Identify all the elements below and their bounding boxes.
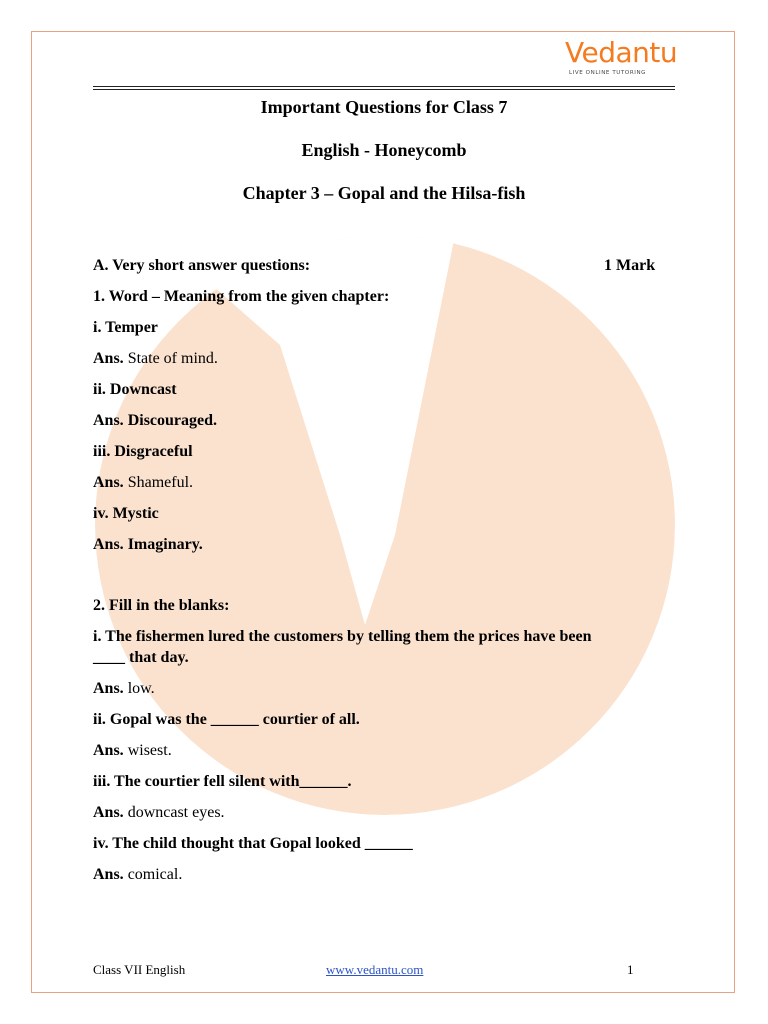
answer-text: downcast eyes. (123, 804, 225, 821)
answer-text: Imaginary. (123, 536, 203, 553)
answer-label: Ans. (93, 680, 124, 697)
answer-line (93, 679, 155, 699)
blank-item-cont: ____ that day. (93, 649, 189, 666)
answer-line (93, 865, 182, 885)
footer-link[interactable]: www.vedantu.com (326, 962, 424, 977)
answer-line (93, 741, 172, 761)
answer-label: Ans. (93, 742, 124, 759)
page-title: Important Questions for Class 7 (260, 97, 508, 117)
answer-label: Ans. (93, 350, 124, 367)
answer-line (93, 803, 225, 823)
section-a-heading: A. Very short answer questions: (93, 257, 311, 274)
subject-title: English - Honeycomb (301, 140, 467, 160)
answer-text: low. (123, 680, 155, 697)
word-item: iv. Mystic (93, 505, 159, 522)
answer-line (93, 473, 193, 493)
blank-item: iv. The child thought that Gopal looked ______ (93, 835, 413, 852)
logo-tagline: LIVE ONLINE TUTORING (569, 70, 647, 76)
answer-line (93, 411, 217, 431)
chapter-title: Chapter 3 – Gopal and the Hilsa-fish (242, 183, 526, 203)
header-rule (93, 89, 675, 90)
word-item: ii. Downcast (93, 381, 177, 398)
header-rule (93, 86, 675, 87)
blank-item: ii. Gopal was the ______ courtier of all. (93, 711, 360, 728)
logo-wordmark: Vedantu (565, 36, 678, 69)
answer-label: Ans. (93, 474, 124, 491)
question-2-title: 2. Fill in the blanks: (93, 597, 230, 614)
answer-text: Shameful. (123, 474, 194, 491)
answer-label: Ans. (93, 536, 124, 553)
answer-line (93, 535, 203, 555)
page-number: 1 (627, 962, 634, 977)
answer-text: wisest. (123, 742, 172, 759)
word-item: iii. Disgraceful (93, 443, 193, 460)
footer-class: Class VII English (93, 962, 186, 977)
answer-label: Ans. (93, 412, 124, 429)
answer-line (93, 349, 218, 369)
answer-text: Discouraged. (123, 412, 218, 429)
answer-text: comical. (123, 866, 183, 883)
answer-text: State of mind. (123, 350, 218, 367)
vedantu-logo[interactable] (565, 36, 678, 80)
section-a-marks: 1 Mark (604, 257, 656, 274)
blank-item: iii. The courtier fell silent with______. (93, 773, 352, 790)
question-1-title: 1. Word – Meaning from the given chapter: (93, 288, 390, 305)
footer-link-wrap (326, 962, 423, 978)
word-item: i. Temper (93, 319, 158, 336)
blank-item: i. The fishermen lured the customers by telling them the prices have been (93, 628, 592, 645)
answer-label: Ans. (93, 804, 124, 821)
answer-label: Ans. (93, 866, 124, 883)
